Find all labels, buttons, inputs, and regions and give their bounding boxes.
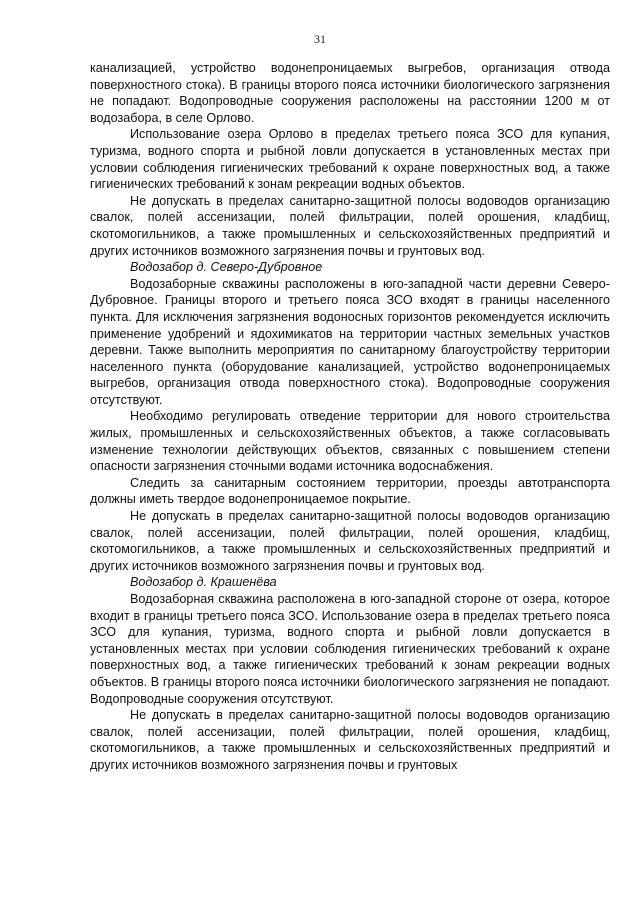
paragraph: Водозаборная скважина расположена в юго-западной стороне от озера, которое входит в границы третьего пояса ЗСО. Использование озера в пределах третьего пояса ЗСО для купания, туризма, водного спорта и рыбной ловли допускается в установленных местах при условии соблюдения гигиенических требований к охране поверхностных вод, а также гигиенических требований к зонам рекреации водных объектов. В границы второго пояса источники биологического загрязнения не попадают. Водопроводные сооружения отсутствуют.	[90, 592, 610, 706]
section-heading: Водозабор д. Крашенёва	[130, 575, 277, 590]
section-heading: Водозабор д. Северо-Дубровное	[130, 260, 323, 275]
document-body	[90, 60, 610, 774]
paragraph: Необходимо регулировать отведение территории для нового строительства жилых, промышленных и сельскохозяйственных объектов, а также согласовывать изменение технологии действующих объектов, связанных с повышением степени опасности загрязнения сточными водами источника водоснабжения.	[90, 409, 610, 474]
paragraph: Водозаборные скважины расположены в юго-западной части деревни Северо-Дубровное. Границы второго и третьего пояса ЗСО входят в границы населенного пункта. Для исключения загрязнения водоносных горизонтов рекомендуется исключить применение удобрений и ядохимикатов на территории частных земельных участков деревни. Также выполнить мероприятия по санитарному благоустройству территории населенного пункта (оборудование канализацией, устройство водонепроницаемых выгребов, организация отвода поверхностного стока). Водопроводные сооружения отсутствуют.	[90, 276, 610, 407]
paragraph: Не допускать в пределах санитарно-защитной полосы водоводов организацию свалок, полей ассенизации, полей фильтрации, полей орошения, кладбищ, скотомогильников, а также промышленных и сельскохозяйственных предприятий и других источников возможного загрязнения почвы и грунтовых вод.	[90, 509, 610, 573]
page-number: 31	[314, 32, 326, 46]
paragraph: Не допускать в пределах санитарно-защитной полосы водоводов организацию свалок, полей ассенизации, полей фильтрации, полей орошения, кладбищ, скотомогильников, а также промышленных и сельскохозяйственных предприятий и других источников возможного загрязнения почвы и грунтовых вод.	[90, 193, 610, 258]
paragraph: Не допускать в пределах санитарно-защитной полосы водоводов организацию свалок, полей ассенизации, полей фильтрации, полей орошения, кладбищ, скотомогильников, а также промышленных и сельскохозяйственных предприятий и других источников возможного загрязнения почвы и грунтовых	[90, 708, 610, 772]
paragraph: Следить за санитарным состоянием территории, проезды автотранспорта должны иметь твердое водонепроницаемое покрытие.	[90, 475, 610, 507]
paragraph: канализацией, устройство водонепроницаемых выгребов, организация отвода поверхностного стока). В границы второго пояса источники биологического загрязнения не попадают. Водопроводные сооружения расположены на расстоянии 1200 м от водозабора, в селе Орлово.	[90, 61, 610, 125]
paragraph: Использование озера Орлово в пределах третьего пояса ЗСО для купания, туризма, водного спорта и рыбной ловли допускается в установленных местах при условии соблюдения гигиенических требований к охране поверхностных вод, а также гигиенических требований к зонам рекреации водных объектов.	[90, 127, 610, 192]
